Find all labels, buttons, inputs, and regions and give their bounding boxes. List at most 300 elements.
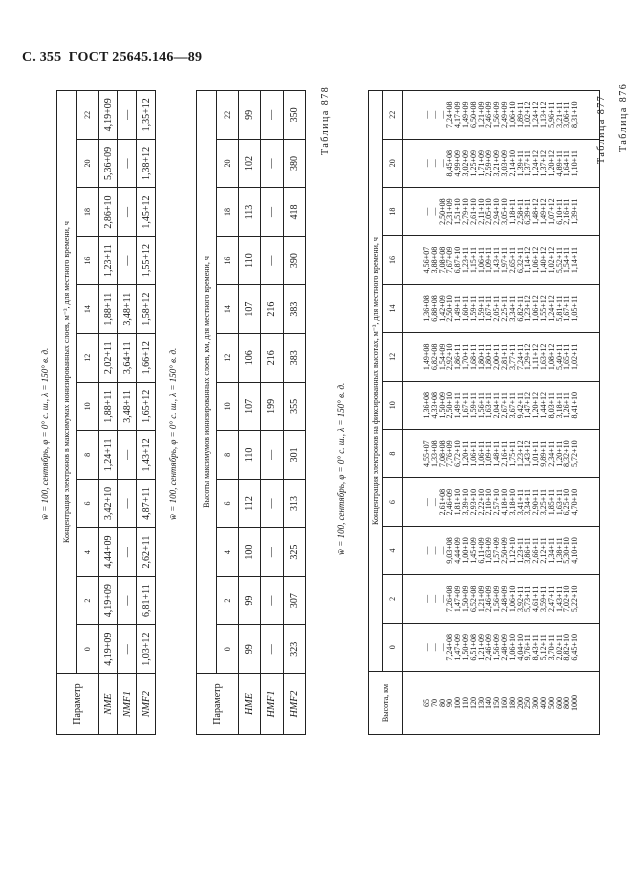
table-cell: 2,00+11: [492, 343, 502, 370]
table-cell: 100: [239, 528, 261, 577]
table-cell: 6,82+08: [429, 343, 439, 371]
hour-header: 14: [217, 285, 239, 334]
table-cell: 1,24+11: [99, 431, 118, 480]
height-column: [403, 672, 600, 735]
table-cell: 7,76+09: [445, 440, 455, 467]
table-cell: 3,34+11: [507, 295, 517, 322]
table-cell: 1,50+09: [437, 392, 447, 419]
table-cell: 7,26+08: [445, 585, 455, 613]
table-cell: 8,82+10: [562, 634, 572, 661]
table-cell: —: [429, 498, 439, 507]
table-cell: 1,59+11: [468, 392, 478, 419]
table-cell: 1,47+09: [453, 634, 463, 661]
table-cell: 1,68+11: [468, 343, 478, 370]
table-cell: 9,89+11: [538, 440, 548, 467]
table-cell: —: [422, 110, 432, 119]
hour-header: 14: [77, 285, 99, 334]
table-cell: 418: [283, 188, 305, 237]
table-cell: 4,99+09: [453, 149, 463, 177]
value-column: [403, 284, 600, 332]
table-row: [99, 91, 118, 735]
table-cell: —: [422, 498, 432, 507]
table-cell: 3,41+11: [515, 488, 525, 516]
table-cell: 112: [239, 479, 261, 528]
table-cell: 2,49+09: [500, 101, 509, 129]
table-cell: 2,46+09: [484, 585, 494, 613]
table-cell: 3,21+09: [492, 149, 502, 177]
table-cell: 1,56+09: [492, 101, 502, 129]
table-cell: 1,71+09: [476, 149, 486, 177]
hour-header: 10: [77, 382, 99, 431]
table-cell: 1,38+12: [137, 139, 156, 188]
table-cell: 1,64+11: [562, 150, 572, 177]
table-cell: 8,03+11: [546, 392, 556, 419]
table-cell: 1,33+08: [429, 440, 439, 467]
param-header: Параметр: [57, 674, 99, 735]
table-cell: 3,48+11: [118, 382, 137, 431]
value-column: [403, 429, 600, 477]
table-cell: 2,46+09: [484, 634, 494, 661]
table-cell: 2,46+09: [484, 101, 494, 129]
table-cell: —: [429, 594, 439, 603]
row-label: HME: [239, 674, 261, 735]
table-cell: 1,21+09: [476, 101, 486, 129]
table-cell: 1,45+09: [468, 537, 478, 564]
table-cell: 1,40+12: [538, 246, 548, 274]
table-cell: 325: [283, 528, 305, 577]
hour-header: 16: [217, 236, 239, 285]
table-cell: 2,22+10: [476, 488, 486, 516]
table-cell: 1,59+11: [468, 295, 478, 322]
table-caption: Таблица 876: [618, 82, 629, 152]
table-cell: —: [118, 479, 137, 528]
table-cell: 1,49+12: [538, 198, 548, 225]
table-cell: 1,65+12: [137, 382, 156, 431]
table-cell: 307: [283, 576, 305, 625]
table-cell: 1,23+11: [99, 236, 118, 285]
table-cell: 7,24+08: [445, 101, 455, 129]
table-cell: 2,94+10: [492, 198, 502, 225]
table-cell: 1,15+11: [468, 246, 478, 274]
table-cell: 6,10+11: [554, 198, 564, 225]
table-cell: 1,24+12: [546, 295, 556, 322]
table-cell: —: [118, 576, 137, 625]
height-value: 100: [453, 697, 463, 709]
table-cell: —: [261, 625, 283, 674]
table-cell: 1,55+12: [538, 295, 548, 322]
table-cell: 6,45+10: [570, 634, 580, 661]
hour-header: 12: [383, 333, 403, 381]
table-cell: 3,64+11: [118, 333, 137, 382]
table-cell: 3,06+11: [562, 101, 572, 128]
table-cell: 3,18+10: [507, 488, 517, 516]
table-cell: 3,59+11: [538, 585, 548, 612]
table-cell: —: [429, 110, 439, 119]
table-cell: 1,02+12: [523, 101, 533, 129]
table-cell: 1,06+11: [468, 440, 478, 467]
table-cell: 1,06+10: [507, 634, 517, 661]
table-cell: 1,14+12: [523, 246, 533, 274]
table-cell: 1,11+12: [531, 343, 541, 370]
table-cell: —: [261, 431, 283, 480]
table-cell: 6,82+11: [515, 295, 525, 322]
table-cell: 2,10+10: [484, 488, 494, 516]
table-cell: 1,23+11: [461, 246, 471, 274]
table-cell: —: [437, 546, 447, 555]
table-cell: 2,25+11: [500, 295, 509, 322]
height-value: 300: [531, 697, 541, 709]
table-cell: 5,30+10: [562, 537, 572, 564]
table-cell: 1,43+12: [523, 440, 533, 467]
table-cell: 110: [239, 236, 261, 285]
table-cell: 3,92+11: [515, 585, 525, 612]
table-cell: 1,09+11: [484, 246, 494, 274]
value-column: [403, 526, 600, 574]
table-cell: 6,72+10: [453, 440, 463, 467]
table-cell: 1,60+11: [461, 295, 471, 322]
table-877: [196, 90, 306, 735]
table-cell: 2,31+09: [445, 198, 455, 225]
table-cell: 5,12+11: [538, 634, 548, 661]
table-cell: 4,10+10: [570, 537, 580, 564]
table-cell: 383: [283, 285, 305, 334]
table-cell: 1,13+12: [538, 101, 548, 129]
table-cell: 1,56+11: [476, 392, 486, 419]
group-header: Высоты максимумов ионизированных слоев, км, для местного времени, ч: [197, 91, 217, 674]
table-cell: 1,21+09: [476, 585, 486, 613]
row-label: NMF1: [118, 674, 137, 735]
table-cell: 7,08+08: [437, 440, 447, 467]
table-cell: 5,96+11: [546, 101, 556, 128]
value-column: [403, 91, 600, 140]
table-cell: —: [261, 139, 283, 188]
table-cell: 4,44+09: [453, 537, 463, 564]
value-column: [403, 381, 600, 429]
table-cell: 110: [239, 431, 261, 480]
table-cell: 380: [283, 139, 305, 188]
table-cell: 2,14+10: [507, 149, 517, 177]
table-cell: 2,61+08: [437, 488, 447, 516]
table-cell: 4,61+11: [531, 585, 541, 612]
height-value: 500: [546, 697, 556, 709]
table-cell: —: [429, 207, 439, 216]
table-cell: 1,49+11: [453, 295, 463, 322]
table-cell: 1,00+10: [461, 537, 471, 564]
table-cell: —: [422, 159, 432, 168]
table-row: [239, 91, 261, 735]
table-cell: 9,76+11: [523, 634, 533, 661]
table-cell: —: [118, 91, 137, 140]
table-cell: 1,63+11: [554, 488, 564, 516]
table-cell: 1,75+11: [507, 440, 517, 467]
table-cell: —: [437, 643, 447, 652]
table-cell: 2,16+11: [562, 198, 572, 225]
table-cell: 4,55+07: [422, 440, 432, 467]
hour-header: 0: [77, 625, 99, 674]
table-cell: 1,20+12: [546, 149, 556, 177]
row-label: NMF2: [137, 674, 156, 735]
table-cell: 2,05+10: [484, 198, 494, 225]
table-cell: 1,06+11: [476, 246, 486, 274]
table-cell: 1,47+09: [453, 585, 463, 613]
table-cell: 1,49+09: [461, 101, 471, 129]
table-cell: 4,89+11: [554, 150, 564, 177]
table-cell: 1,85+11: [546, 488, 556, 516]
value-column: [403, 236, 600, 284]
table-cell: 2,59+09: [484, 149, 494, 177]
table-cell: 1,29+12: [523, 343, 533, 371]
table-cell: 2,79+10: [461, 198, 471, 225]
hour-header: 18: [217, 188, 239, 237]
table-cell: 2,65+11: [507, 246, 517, 274]
table-cell: —: [261, 236, 283, 285]
table-cell: 1,43+11: [492, 246, 502, 274]
table-cell: 1,06+10: [507, 101, 517, 129]
table-cell: 6,39+11: [523, 198, 533, 225]
table-cell: —: [429, 159, 439, 168]
height-value: 80: [437, 699, 447, 707]
table-cell: 2,04+11: [492, 392, 502, 419]
table-cell: 1,06+10: [507, 585, 517, 613]
table-cell: 1,01+11: [531, 440, 541, 467]
table-cell: 1,35+12: [137, 91, 156, 140]
table-cell: 2,12+11: [538, 537, 548, 564]
table-cell: 1,10+11: [570, 150, 580, 177]
table-cell: 3,48+11: [118, 285, 137, 334]
table-cell: 2,61+10: [468, 198, 478, 225]
table-cell: 2,90+11: [531, 488, 541, 516]
hour-header: 8: [217, 431, 239, 480]
table-cell: 2,05+11: [492, 295, 502, 322]
table-cell: 4,19+09: [99, 625, 118, 674]
hour-header: 12: [77, 333, 99, 382]
table-cell: 1,56+09: [492, 634, 502, 661]
height-value: 800: [562, 697, 572, 709]
table-cell: 1,37+12: [538, 149, 548, 177]
table-cell: 1,58+12: [137, 285, 156, 334]
table-cell: 7,67+09: [445, 246, 455, 274]
table-row: [261, 91, 283, 735]
height-header: Высота, км: [369, 672, 403, 735]
table-cell: 5,40+11: [554, 343, 564, 370]
table-cell: —: [437, 594, 447, 603]
table-cell: 1,06+12: [531, 295, 541, 322]
height-value: 1000: [570, 695, 580, 711]
table-cell: —: [118, 431, 137, 480]
table-cell: 2,50+09: [500, 537, 509, 564]
table-cell: 5,72+10: [570, 440, 580, 467]
table-cell: 1,56+09: [492, 585, 502, 613]
table-cell: 1,67+11: [484, 295, 494, 322]
table-cell: 1,54+11: [562, 246, 572, 274]
table-cell: 3,05+10: [500, 198, 509, 225]
table-cell: 1,26+11: [562, 392, 572, 419]
table-cell: 6,88+08: [429, 295, 439, 322]
height-value: 150: [492, 697, 502, 709]
table-cell: 9,42+11: [515, 392, 525, 419]
table-cell: 2,16+11: [500, 440, 509, 467]
table-cell: 2,11+10: [476, 198, 486, 225]
table-cell: 99: [239, 625, 261, 674]
table-cell: 6,51+08: [468, 634, 478, 661]
table-cell: 1,20+11: [461, 440, 471, 467]
table-cell: 1,03+12: [137, 625, 156, 674]
hour-header: 2: [217, 576, 239, 625]
table-878: [368, 90, 600, 735]
table-cell: 1,12+10: [507, 537, 517, 564]
table-cell: 2,47+11: [546, 585, 556, 612]
table-cell: 1,38+11: [554, 537, 564, 564]
table-cell: 113: [239, 188, 261, 237]
table-cell: —: [261, 528, 283, 577]
table-cell: 5,22+10: [570, 585, 580, 613]
table-cell: 1,23+11: [515, 537, 525, 564]
table-cell: 1,97+11: [500, 246, 509, 274]
table-cell: 1,86+11: [453, 343, 463, 370]
table-cell: 3,03+09: [500, 149, 509, 177]
table-cell: 350: [283, 91, 305, 140]
table-cell: 1,24+12: [531, 101, 541, 129]
table-cell: 1,20+11: [554, 440, 564, 467]
value-column: [403, 575, 600, 623]
table-cell: 1,39+11: [515, 150, 525, 177]
table-cell: 323: [283, 625, 305, 674]
standard-number: ГОСТ 25645.146—89: [68, 50, 203, 65]
table-cell: 6,81+11: [137, 576, 156, 625]
table-cell: —: [422, 594, 432, 603]
table-cell: 1,07+12: [546, 198, 556, 225]
table-cell: 1,54+09: [437, 343, 447, 371]
table-cell: 106: [239, 333, 261, 382]
height-value: 400: [538, 697, 548, 709]
table-cell: 1,67+11: [562, 295, 572, 322]
table-cell: 1,02+12: [546, 246, 556, 274]
table-cell: 107: [239, 285, 261, 334]
table-cell: 1,39+11: [570, 198, 580, 225]
table-cell: 3,70+11: [546, 634, 556, 661]
hour-header: 0: [217, 625, 239, 674]
table-cell: 2,81+11: [500, 343, 509, 370]
table-cell: 5,73+11: [523, 585, 533, 612]
table-cell: 2,67+11: [500, 392, 509, 419]
table-cell: —: [118, 625, 137, 674]
table-cell: 1,36+08: [422, 295, 432, 322]
table-cell: —: [261, 91, 283, 140]
table-cell: 7,08+08: [437, 246, 447, 274]
table-cell: —: [118, 236, 137, 285]
table-cell: 3,39+10: [461, 488, 471, 516]
hour-header: 20: [77, 139, 99, 188]
table-cell: —: [429, 643, 439, 652]
table-cell: 216: [261, 333, 283, 382]
table-cell: 355: [283, 382, 305, 431]
table-cell: —: [118, 188, 137, 237]
height-value: 65: [422, 699, 432, 707]
table-cell: 1,45+12: [137, 188, 156, 237]
hour-header: 6: [217, 479, 239, 528]
table-cell: 4,04+10: [515, 634, 525, 661]
table-subtitle: w̄ = 100, сентябрь, φ = 0° с. ш., λ = 150° в. д.: [168, 347, 178, 520]
height-value: 110: [461, 697, 471, 709]
table-cell: 8,32+10: [562, 440, 572, 467]
table-cell: 102: [239, 139, 261, 188]
table-cell: 4,87+11: [137, 479, 156, 528]
table-cell: —: [261, 188, 283, 237]
value-column: [403, 623, 600, 671]
table-cell: 2,46+09: [445, 488, 455, 516]
table-cell: 2,57+10: [492, 488, 502, 516]
table-cell: —: [422, 207, 432, 216]
table-cell: 1,57+09: [492, 537, 502, 564]
table-cell: 1,59+11: [476, 295, 486, 322]
table-cell: 2,34+11: [546, 440, 556, 467]
group-header: Концентрация электронов на фиксированных высотах, м⁻³, для местного времени, ч: [369, 91, 383, 672]
table-cell: 6,25+10: [562, 488, 572, 516]
table-cell: 5,36+09: [99, 139, 118, 188]
table-caption: Таблица 878: [320, 85, 331, 155]
hour-header: 8: [383, 429, 403, 477]
table-cell: 5,52+11: [554, 246, 564, 274]
table-cell: 3,67+11: [507, 392, 517, 419]
table-cell: 4,33+08: [429, 392, 439, 419]
table-cell: 8,45+08: [445, 149, 455, 177]
row-label: NME: [99, 674, 118, 735]
table-cell: 1,02+11: [570, 343, 580, 370]
group-header: Концентрация электронов в максимумах ионизированных слоев, м⁻³, для местного времени, ч: [57, 91, 77, 674]
hour-header: 4: [77, 528, 99, 577]
table-cell: 7,24+08: [445, 634, 455, 661]
table-cell: 301: [283, 431, 305, 480]
table-cell: 1,37+11: [523, 150, 533, 177]
table-cell: 1,43+11: [554, 585, 564, 612]
table-cell: 1,89+11: [515, 101, 525, 128]
value-column: [403, 139, 600, 187]
table-cell: 1,49+11: [453, 392, 463, 419]
value-column: [403, 333, 600, 381]
hour-header: 10: [383, 381, 403, 429]
table-cell: 3,25+11: [538, 488, 548, 516]
table-cell: 1,88+11: [99, 382, 118, 431]
table-cell: 1,21+09: [476, 634, 486, 661]
table-cell: 1,49+08: [422, 343, 432, 371]
hour-header: 4: [383, 526, 403, 574]
table-cell: —: [118, 528, 137, 577]
table-cell: 1,09+11: [484, 440, 494, 467]
table-cell: 2,86+10: [99, 188, 118, 237]
table-cell: 3,42+10: [99, 479, 118, 528]
table-row: [283, 91, 305, 735]
height-value: 200: [515, 697, 525, 709]
table-cell: 1,51+10: [453, 198, 463, 225]
hour-header: 16: [77, 236, 99, 285]
row-label: HMF2: [283, 674, 305, 735]
table-cell: 1,48+12: [531, 198, 541, 225]
table-cell: 3,86+11: [523, 537, 533, 564]
hour-header: 22: [217, 91, 239, 140]
table-cell: 2,58+11: [515, 198, 525, 225]
table-cell: 2,48+09: [500, 634, 509, 661]
table-cell: 1,36+08: [422, 392, 432, 419]
height-value: 140: [484, 697, 494, 709]
table-cell: —: [261, 576, 283, 625]
table-cell: 1,44+12: [538, 392, 548, 419]
table-cell: 1,48+11: [492, 440, 502, 467]
table-cell: 2,93+10: [468, 488, 478, 516]
table-cell: 3,77+11: [507, 343, 517, 370]
height-value: 120: [468, 697, 478, 709]
table-cell: 8,41+10: [570, 392, 580, 419]
table-cell: 1,80+11: [484, 343, 494, 370]
